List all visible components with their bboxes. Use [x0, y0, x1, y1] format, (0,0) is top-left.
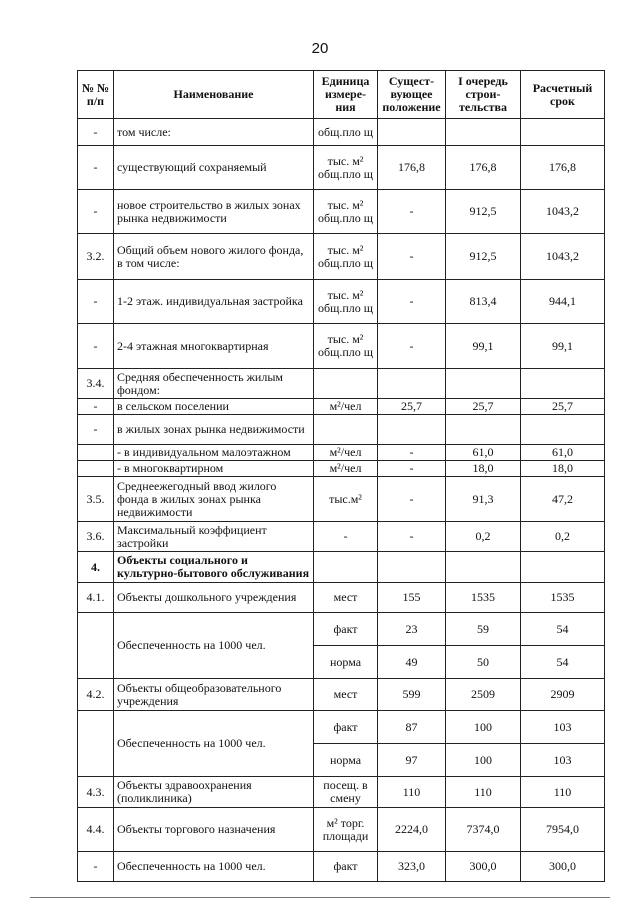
row-phase1: 25,7 — [446, 399, 521, 415]
row-name: Объекты социального и культурно-бытового обслуживания — [114, 552, 314, 583]
row-name: Объекты дошкольного учреждения — [114, 583, 314, 613]
row-existing: 176,8 — [378, 146, 446, 190]
row-unit: - — [314, 522, 378, 552]
row-unit: тыс. м² общ.пло щ — [314, 190, 378, 234]
row-target: 99,1 — [521, 324, 605, 369]
row-phase1: 0,2 — [446, 522, 521, 552]
row-existing: - — [378, 461, 446, 477]
row-phase1: 1535 — [446, 583, 521, 613]
table-row — [78, 461, 605, 477]
table-row — [78, 119, 605, 146]
row-unit: факт — [314, 852, 378, 882]
row-unit: м²/чел — [314, 445, 378, 461]
row-name: в сельском поселении — [114, 399, 314, 415]
row-existing: - — [378, 234, 446, 280]
row-phase1: 50 — [446, 646, 521, 679]
row-target: 110 — [521, 777, 605, 808]
row-num — [78, 445, 114, 461]
row-existing — [378, 119, 446, 146]
row-unit: мест — [314, 679, 378, 711]
header-num: № № п/п — [78, 71, 114, 119]
row-unit: м²/чел — [314, 461, 378, 477]
header-phase1: I очередь строи-тельства — [446, 71, 521, 119]
table-header-row — [78, 71, 605, 119]
bottom-rule — [30, 897, 610, 898]
row-num: - — [78, 399, 114, 415]
row-phase1 — [446, 119, 521, 146]
row-phase1: 99,1 — [446, 324, 521, 369]
row-existing: - — [378, 445, 446, 461]
row-phase1: 100 — [446, 711, 521, 744]
row-unit: тыс. м² общ.пло щ — [314, 280, 378, 324]
row-name: Обеспеченность на 1000 чел. — [114, 613, 314, 679]
indicators-table — [77, 70, 605, 882]
row-num: - — [78, 852, 114, 882]
table-row — [78, 522, 605, 552]
table-row — [78, 583, 605, 613]
row-num: 3.2. — [78, 234, 114, 280]
row-name: - в индивидуальном малоэтажном — [114, 445, 314, 461]
row-target: 300,0 — [521, 852, 605, 882]
row-name: 2-4 этажная многоквартирная — [114, 324, 314, 369]
row-target: 25,7 — [521, 399, 605, 415]
row-num: - — [78, 146, 114, 190]
table-row — [78, 552, 605, 583]
row-name: новое строительство в жилых зонах рынка недвижимости — [114, 190, 314, 234]
row-target — [521, 119, 605, 146]
row-name: Объекты общеобразовательного учреждения — [114, 679, 314, 711]
row-phase1: 2509 — [446, 679, 521, 711]
table-row — [78, 324, 605, 369]
header-target: Расчетный срок — [521, 71, 605, 119]
row-target: 0,2 — [521, 522, 605, 552]
row-target — [521, 552, 605, 583]
row-existing: 2224,0 — [378, 808, 446, 852]
row-num: 4.1. — [78, 583, 114, 613]
row-existing: 599 — [378, 679, 446, 711]
row-target: 54 — [521, 613, 605, 646]
table-row — [78, 399, 605, 415]
row-phase1 — [446, 552, 521, 583]
row-target — [521, 369, 605, 399]
row-phase1: 912,5 — [446, 190, 521, 234]
row-existing — [378, 552, 446, 583]
row-existing: - — [378, 190, 446, 234]
row-existing: - — [378, 280, 446, 324]
row-phase1: 18,0 — [446, 461, 521, 477]
row-phase1 — [446, 369, 521, 399]
row-num: - — [78, 190, 114, 234]
row-name: Общий объем нового жилого фонда, в том числе: — [114, 234, 314, 280]
row-existing: - — [378, 477, 446, 522]
row-name: существующий сохраняемый — [114, 146, 314, 190]
row-phase1: 59 — [446, 613, 521, 646]
row-name: том числе: — [114, 119, 314, 146]
table-row — [78, 190, 605, 234]
row-phase1: 176,8 — [446, 146, 521, 190]
row-unit: норма — [314, 744, 378, 777]
row-target: 1535 — [521, 583, 605, 613]
row-target: 2909 — [521, 679, 605, 711]
row-num: - — [78, 119, 114, 146]
row-existing: 23 — [378, 613, 446, 646]
table-row — [78, 613, 605, 646]
row-existing: - — [378, 324, 446, 369]
row-num: - — [78, 280, 114, 324]
row-num: 3.4. — [78, 369, 114, 399]
row-num: - — [78, 324, 114, 369]
row-target: 18,0 — [521, 461, 605, 477]
page-number: 20 — [311, 40, 329, 57]
table-row — [78, 711, 605, 744]
row-phase1 — [446, 415, 521, 445]
row-unit — [314, 552, 378, 583]
row-phase1: 912,5 — [446, 234, 521, 280]
row-unit: тыс. м² общ.пло щ — [314, 234, 378, 280]
row-name: Обеспеченность на 1000 чел. — [114, 852, 314, 882]
row-num: 4.4. — [78, 808, 114, 852]
row-num — [78, 461, 114, 477]
row-num: 3.5. — [78, 477, 114, 522]
row-num — [78, 711, 114, 777]
row-num: 4. — [78, 552, 114, 583]
row-num: 4.3. — [78, 777, 114, 808]
row-name: 1-2 этаж. индивидуальная застройка — [114, 280, 314, 324]
row-num — [78, 613, 114, 679]
row-name: Средняя обеспеченность жилым фондом: — [114, 369, 314, 399]
row-name: Объекты торгового назначения — [114, 808, 314, 852]
row-target: 54 — [521, 646, 605, 679]
row-phase1: 91,3 — [446, 477, 521, 522]
row-existing: 49 — [378, 646, 446, 679]
row-existing: 323,0 — [378, 852, 446, 882]
row-unit — [314, 369, 378, 399]
row-target: 1043,2 — [521, 190, 605, 234]
row-target — [521, 415, 605, 445]
row-existing: 97 — [378, 744, 446, 777]
table-row — [78, 415, 605, 445]
row-target: 61,0 — [521, 445, 605, 461]
table-row — [78, 852, 605, 882]
row-unit: норма — [314, 646, 378, 679]
row-existing: - — [378, 522, 446, 552]
row-target: 103 — [521, 711, 605, 744]
row-unit: факт — [314, 613, 378, 646]
table-row — [78, 808, 605, 852]
row-unit: посещ. в смену — [314, 777, 378, 808]
row-unit: м² торг. площади — [314, 808, 378, 852]
row-unit — [314, 415, 378, 445]
table-row — [78, 369, 605, 399]
row-existing: 110 — [378, 777, 446, 808]
row-num: - — [78, 415, 114, 445]
header-unit: Единица измере-ния — [314, 71, 378, 119]
table-body — [78, 119, 605, 882]
row-unit: факт — [314, 711, 378, 744]
row-unit: мест — [314, 583, 378, 613]
row-name: Максимальный коэффициент застройки — [114, 522, 314, 552]
row-name: Обеспеченность на 1000 чел. — [114, 711, 314, 777]
table-row — [78, 679, 605, 711]
table-row — [78, 280, 605, 324]
row-phase1: 300,0 — [446, 852, 521, 882]
row-name: в жилых зонах рынка недвижимости — [114, 415, 314, 445]
row-target: 7954,0 — [521, 808, 605, 852]
row-phase1: 100 — [446, 744, 521, 777]
row-existing: 87 — [378, 711, 446, 744]
row-existing — [378, 415, 446, 445]
header-name: Наименование — [114, 71, 314, 119]
header-existing: Сущест-вующее положение — [378, 71, 446, 119]
table-row — [78, 477, 605, 522]
row-name: Объекты здравоохранения (поликлиника) — [114, 777, 314, 808]
row-num: 4.2. — [78, 679, 114, 711]
row-existing: 25,7 — [378, 399, 446, 415]
row-unit: тыс. м² общ.пло щ — [314, 324, 378, 369]
row-existing — [378, 369, 446, 399]
row-unit: тыс.м² — [314, 477, 378, 522]
table-row — [78, 445, 605, 461]
row-name: - в многоквартирном — [114, 461, 314, 477]
row-target: 944,1 — [521, 280, 605, 324]
row-phase1: 813,4 — [446, 280, 521, 324]
row-phase1: 7374,0 — [446, 808, 521, 852]
row-name: Среднеежегодный ввод жилого фонда в жилых зонах рынка недвижимости — [114, 477, 314, 522]
table-row — [78, 234, 605, 280]
row-existing: 155 — [378, 583, 446, 613]
row-unit: общ.пло щ — [314, 119, 378, 146]
row-target: 176,8 — [521, 146, 605, 190]
row-phase1: 61,0 — [446, 445, 521, 461]
row-unit: тыс. м² общ.пло щ — [314, 146, 378, 190]
row-target: 103 — [521, 744, 605, 777]
row-target: 1043,2 — [521, 234, 605, 280]
table-row — [78, 146, 605, 190]
row-phase1: 110 — [446, 777, 521, 808]
table-row — [78, 777, 605, 808]
row-target: 47,2 — [521, 477, 605, 522]
row-num: 3.6. — [78, 522, 114, 552]
row-unit: м²/чел — [314, 399, 378, 415]
